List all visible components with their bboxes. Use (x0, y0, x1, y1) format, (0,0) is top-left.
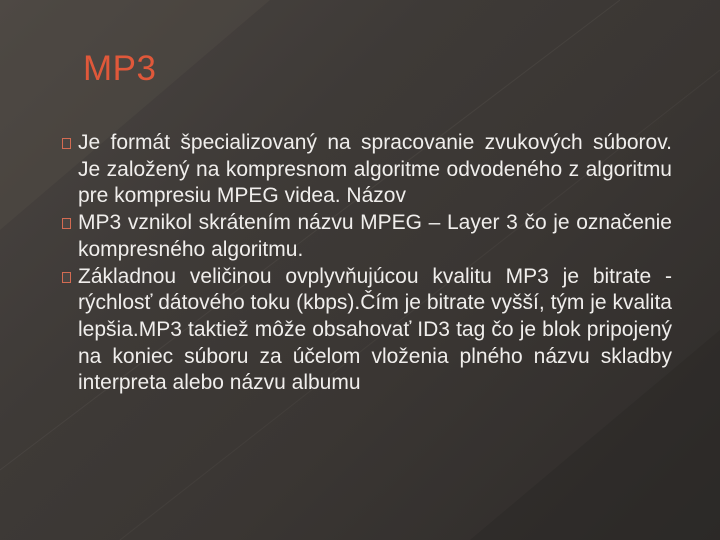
bullet-marker-icon (62, 218, 71, 229)
bullet-text: Základnou veličinou ovplyvňujúcou kvalitu MP3 je bitrate - rýchlosť dátového toku (kbps).Čím je bitrate vyšší, tým je kvalita lepšia.MP3 taktiež môže obsahovať ID3 tag čo je blok pripojený na koniec súboru za účelom vloženia plného názvu skladby interpreta alebo názvu albumu (78, 264, 672, 395)
bullet-item (78, 130, 672, 210)
bullet-item (78, 264, 672, 398)
bullet-list (78, 130, 672, 397)
bullet-text: MP3 vznikol skrátením názvu MPEG – Layer 3 čo je označenie kompresného algoritmu. (78, 211, 672, 261)
bullet-text: Je formát špecializovaný na spracovanie zvukových súborov. Je založený na kompresnom algoritme odvodeného z algoritmu pre kompresiu MPEG videa. Názov (78, 131, 672, 208)
bullet-marker-icon (62, 138, 71, 149)
slide-title: MP3 (83, 49, 157, 88)
bullet-marker-icon (62, 272, 71, 283)
bullet-item (78, 210, 672, 263)
